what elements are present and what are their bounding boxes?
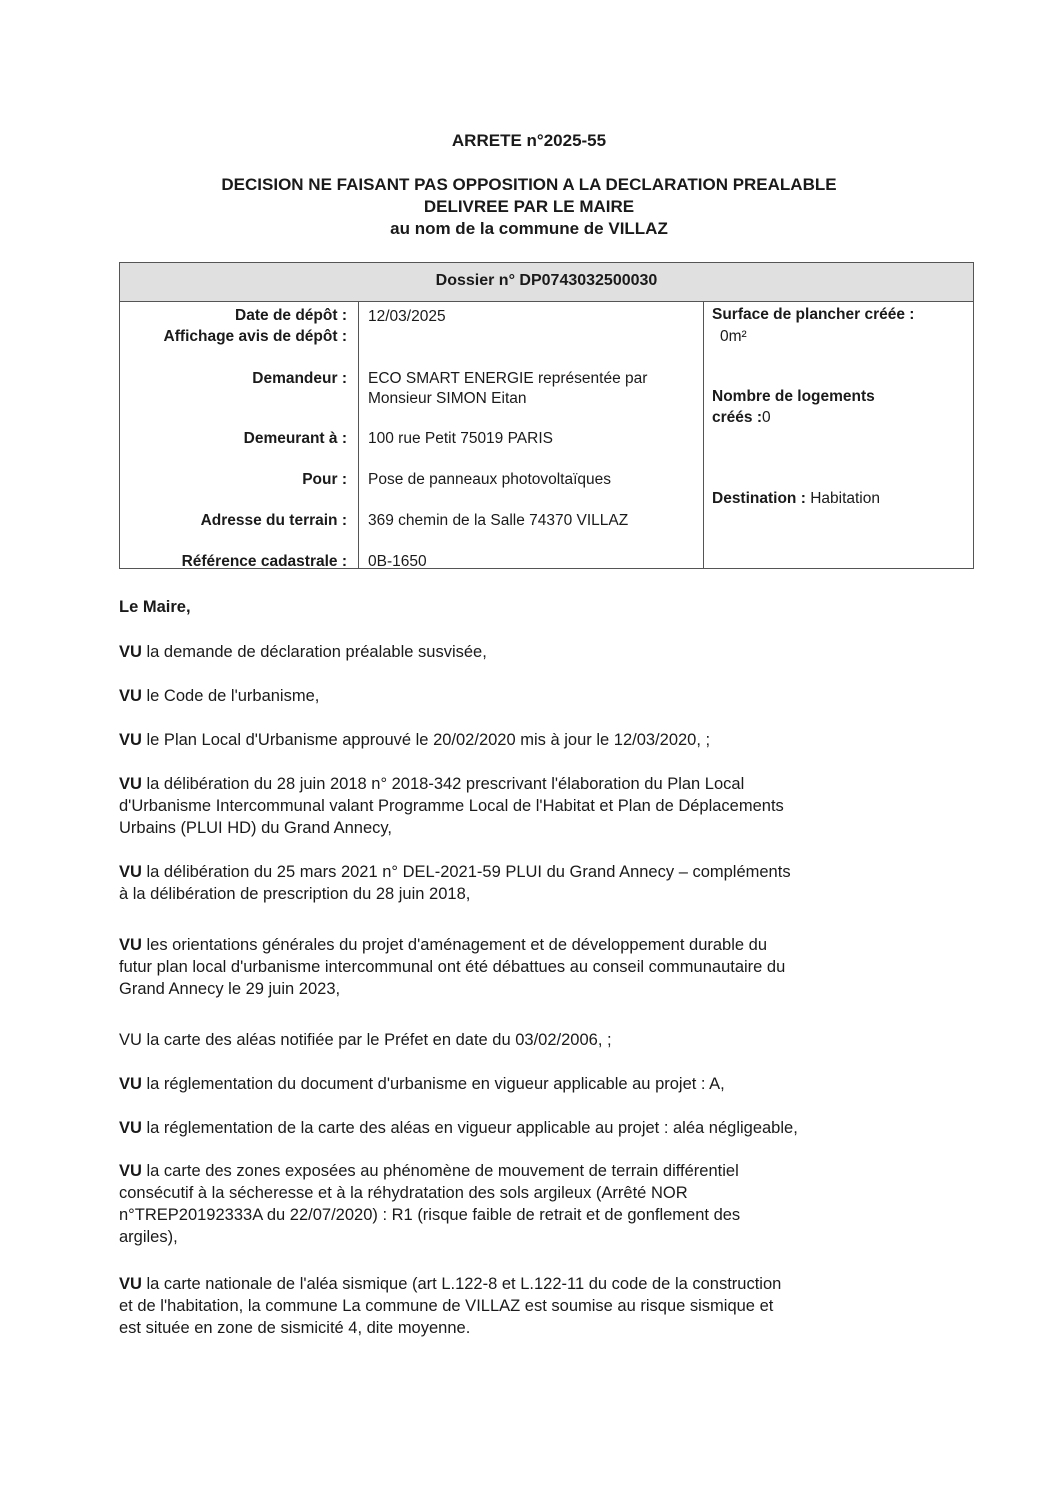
- paragraph-line: d'Urbanisme Intercommunal valant Programme Local de l'Habitat et Plan de Déplacements: [119, 797, 784, 815]
- demeurant-value: 100 rue Petit 75019 PARIS: [368, 430, 553, 447]
- arrete-title: ARRETE n°2025-55: [451, 131, 607, 150]
- paragraph-line: à la délibération de prescription du 28 juin 2018,: [119, 885, 471, 903]
- column-divider: [703, 302, 704, 568]
- paragraph-line: VU la réglementation de la carte des aléas en vigueur applicable au projet : aléa négligeable,: [119, 1119, 798, 1137]
- destination-value: Habitation: [810, 490, 880, 507]
- demandeur-value: [368, 369, 647, 409]
- surface-value: 0m²: [720, 328, 747, 345]
- paragraph-line: VU les orientations générales du projet d'aménagement et de développement durable du: [119, 936, 767, 954]
- demeurant-label: Demeurant à :: [243, 430, 347, 447]
- vu-paragraph: [119, 861, 939, 905]
- dossier-box: [119, 262, 974, 569]
- paragraph-line: VU la carte des zones exposées au phénomène de mouvement de terrain différentiel: [119, 1162, 739, 1180]
- vu-paragraph: [119, 729, 939, 751]
- demandeur-line: Monsieur SIMON Eitan: [368, 390, 527, 407]
- date-depot-label: Date de dépôt :: [235, 307, 347, 324]
- vu-keyword: VU: [119, 775, 142, 793]
- logements-value: 0: [761, 409, 771, 426]
- vu-paragraph: [119, 1273, 939, 1339]
- paragraph-line: VU la carte des aléas notifiée par le Préfet en date du 03/02/2006, ;: [119, 1031, 612, 1049]
- vu-keyword: VU: [119, 1119, 142, 1137]
- adresse-label: Adresse du terrain :: [200, 512, 347, 529]
- vu-keyword: VU: [119, 1162, 142, 1180]
- paragraph-line: VU la délibération du 28 juin 2018 n° 2018-342 prescrivant l'élaboration du Plan Local: [119, 775, 745, 793]
- vu-paragraph: [119, 1029, 939, 1051]
- vu-paragraph: [119, 1117, 939, 1139]
- paragraph-line: et de l'habitation, la commune La commune de VILLAZ est soumise au risque sismique et: [119, 1297, 774, 1315]
- paragraph-line: argiles),: [119, 1228, 178, 1246]
- reference-value: 0B-1650: [368, 553, 427, 570]
- paragraph-line: VU la réglementation du document d'urbanisme en vigueur applicable au projet : A,: [119, 1075, 725, 1093]
- column-divider: [358, 302, 359, 568]
- decision-subtitle: [0, 174, 1058, 240]
- paragraph-line: VU le Code de l'urbanisme,: [119, 687, 320, 705]
- vu-paragraph: [119, 641, 939, 663]
- vu-paragraph: [119, 773, 939, 839]
- adresse-value: 369 chemin de la Salle 74370 VILLAZ: [368, 512, 629, 529]
- vu-keyword: VU: [119, 731, 142, 749]
- reference-label: Référence cadastrale :: [181, 553, 347, 570]
- subtitle-line: DELIVREE PAR LE MAIRE: [423, 197, 635, 216]
- paragraph-line: Urbains (PLUI HD) du Grand Annecy,: [119, 819, 392, 837]
- paragraph-line: est située en zone de sismicité 4, dite moyenne.: [119, 1319, 471, 1337]
- paragraph-line: consécutif à la sécheresse et à la réhydratation des sols argileux (Arrêté NOR: [119, 1184, 688, 1202]
- destination: Destination : Habitation: [712, 490, 880, 507]
- vu-keyword: VU: [119, 1031, 142, 1049]
- vu-keyword: VU: [119, 687, 142, 705]
- demandeur-line: ECO SMART ENERGIE représentée par: [368, 370, 648, 387]
- subtitle-line: DECISION NE FAISANT PAS OPPOSITION A LA DECLARATION PREALABLE: [221, 175, 837, 194]
- paragraph-line: n°TREP20192333A du 22/07/2020) : R1 (risque faible de retrait et de gonflement des: [119, 1206, 741, 1224]
- paragraph-line: VU le Plan Local d'Urbanisme approuvé le 20/02/2020 mis à jour le 12/03/2020, ;: [119, 731, 711, 749]
- paragraph-line: VU la demande de déclaration préalable susvisée,: [119, 643, 487, 661]
- paragraph-line: futur plan local d'urbanisme intercommunal ont été débattues au conseil communautaire du: [119, 958, 786, 976]
- subtitle-line: au nom de la commune de VILLAZ: [390, 219, 668, 238]
- vu-keyword: VU: [119, 936, 142, 954]
- date-depot-value: 12/03/2025: [368, 308, 446, 325]
- paragraph-line: VU la délibération du 25 mars 2021 n° DEL-2021-59 PLUI du Grand Annecy – compléments: [119, 863, 791, 881]
- logements-label: Nombre de logements: [712, 388, 875, 405]
- vu-paragraph: [119, 1160, 939, 1248]
- vu-keyword: VU: [119, 1275, 142, 1293]
- affichage-label: Affichage avis de dépôt :: [163, 328, 347, 345]
- demandeur-label: Demandeur :: [252, 370, 347, 387]
- paragraph-line: VU la carte nationale de l'aléa sismique (art L.122-8 et L.122-11 du code de la construction: [119, 1275, 782, 1293]
- vu-paragraph: [119, 934, 939, 1000]
- vu-paragraph: [119, 685, 939, 707]
- logements-value-line: créés :0: [712, 409, 771, 426]
- surface-label: Surface de plancher créée :: [712, 306, 915, 323]
- vu-keyword: VU: [119, 643, 142, 661]
- pour-value: Pose de panneaux photovoltaïques: [368, 471, 612, 488]
- intro: Le Maire,: [119, 598, 191, 616]
- paragraph-line: Grand Annecy le 29 juin 2023,: [119, 980, 341, 998]
- vu-keyword: VU: [119, 863, 142, 881]
- dossier-number: Dossier n° DP0743032500030: [120, 263, 973, 302]
- vu-paragraph: [119, 1073, 939, 1095]
- vu-keyword: VU: [119, 1075, 142, 1093]
- pour-label: Pour :: [302, 471, 347, 488]
